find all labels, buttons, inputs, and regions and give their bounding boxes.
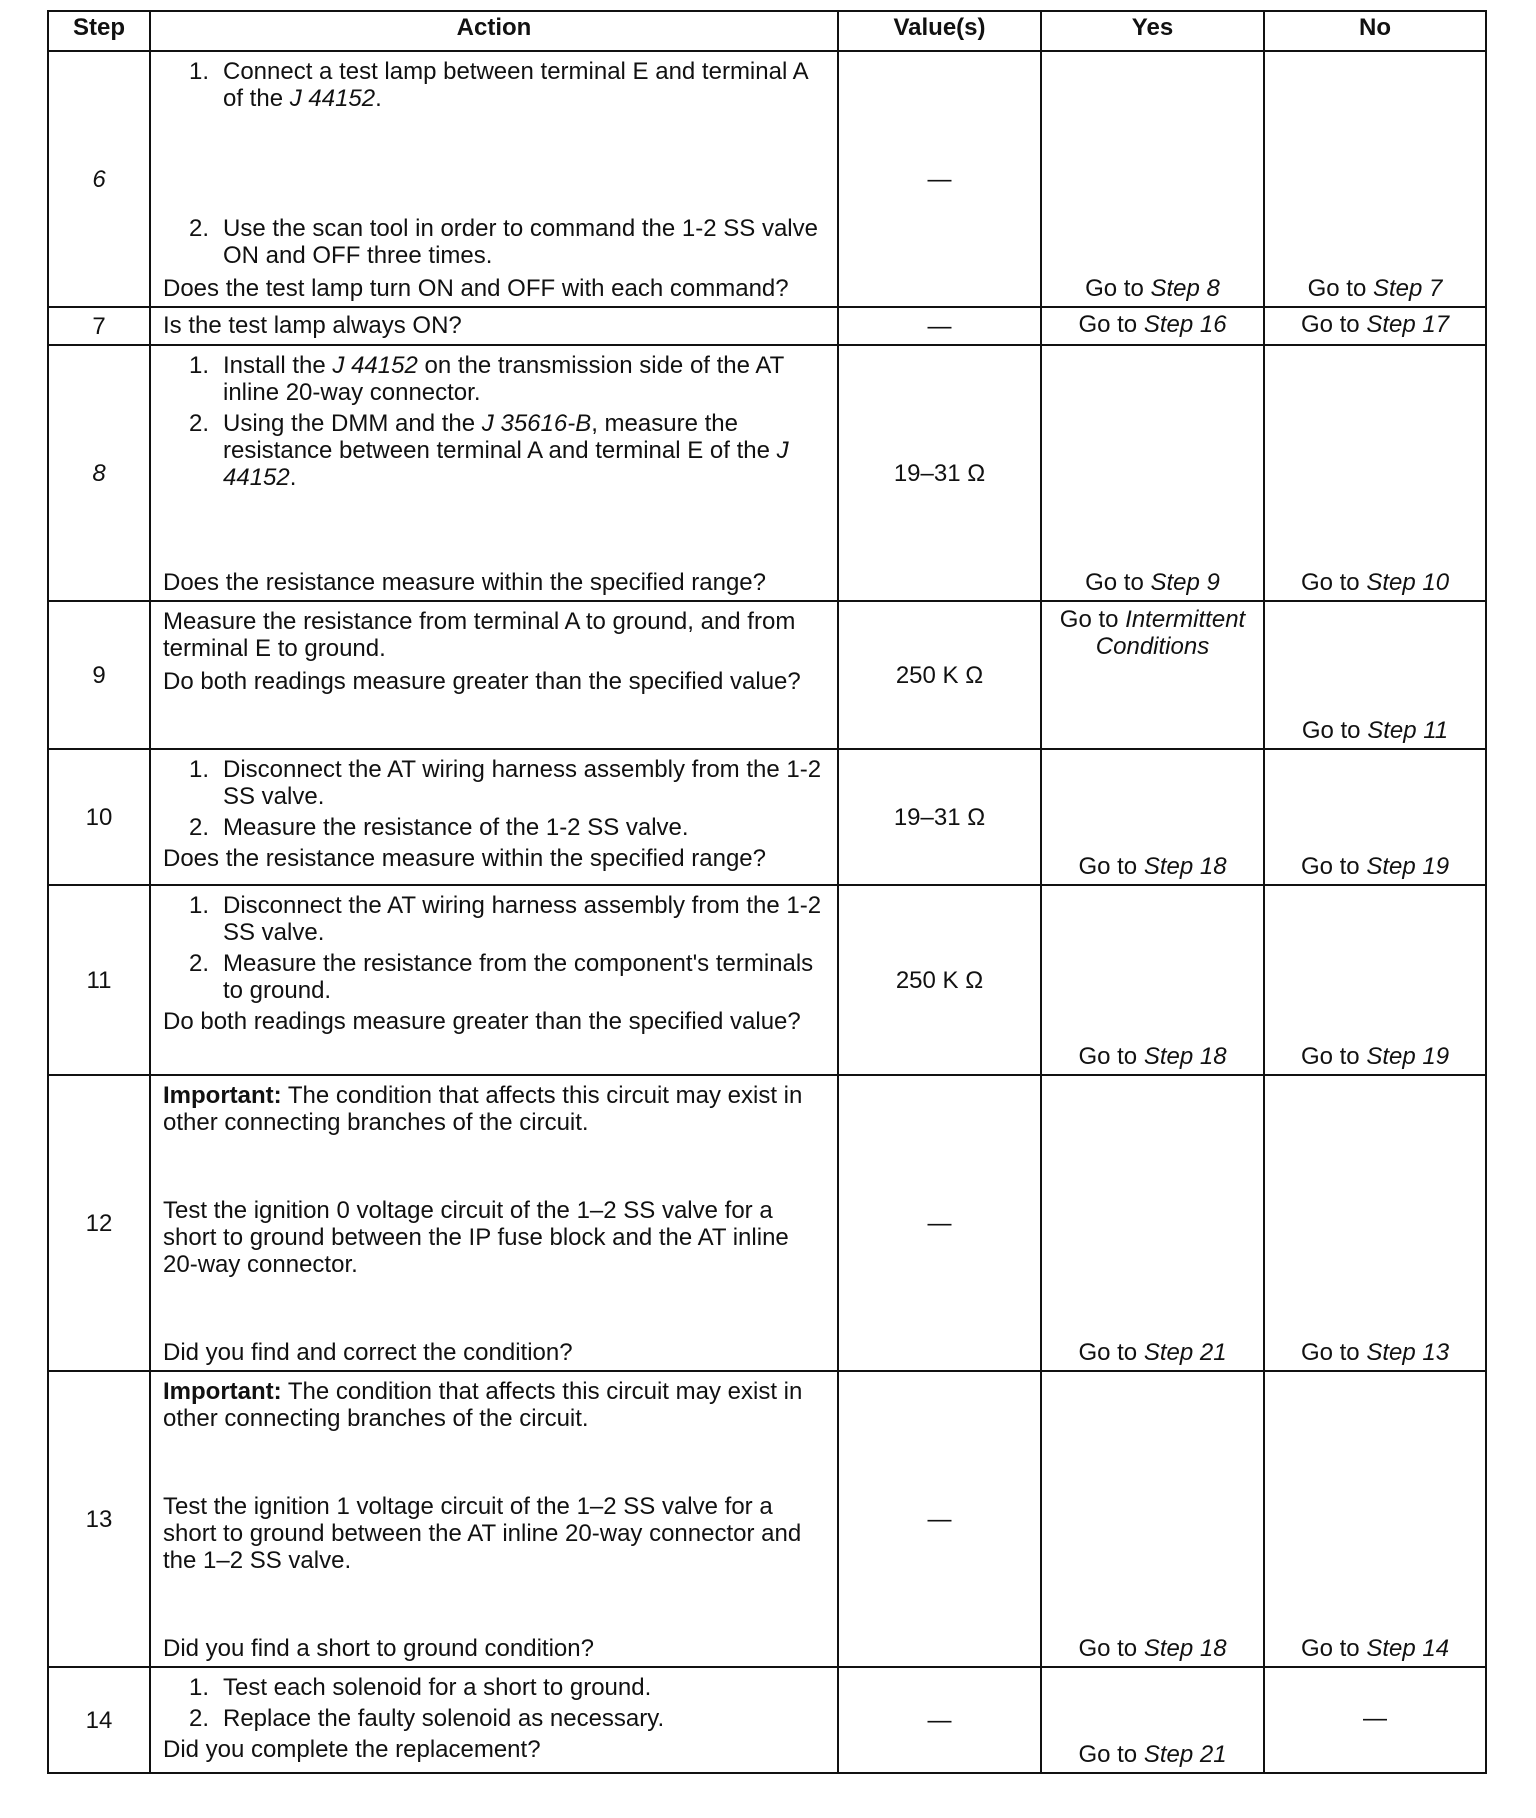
step-number: 9 <box>48 601 150 749</box>
table-row <box>48 307 1486 345</box>
yes-cell: Go to Step 16 <box>1041 307 1264 345</box>
yes-cell: Go to Step 21 <box>1041 1667 1264 1773</box>
header-action: Action <box>150 11 838 51</box>
question-text: Do both readings measure greater than the specified value? <box>163 1008 801 1035</box>
yes-cell: Go to Step 18 <box>1041 885 1264 1075</box>
action-cell <box>150 1075 838 1371</box>
no-cell: Go to Step 10 <box>1264 345 1486 601</box>
action-text: Test the ignition 0 voltage circuit of the 1–2 SS valve for a short to ground between the IP fuse block and the AT inline 20-way connector. <box>163 1197 789 1278</box>
action-cell <box>150 885 838 1075</box>
value-cell: 250 K Ω <box>838 601 1041 749</box>
action-cell <box>150 749 838 885</box>
value-cell: 19–31 Ω <box>838 749 1041 885</box>
table-row <box>48 1667 1486 1773</box>
no-cell: — <box>1264 1667 1486 1773</box>
question-text: Do both readings measure greater than the specified value? <box>163 668 801 695</box>
list-item: 1. Disconnect the AT wiring harness assembly from the 1-2 SS valve. <box>189 892 822 946</box>
step-number: 10 <box>48 749 150 885</box>
action-cell <box>150 601 838 749</box>
action-cell <box>150 1371 838 1667</box>
table-row <box>48 1075 1486 1371</box>
step-number: 7 <box>48 307 150 345</box>
value-cell: 19–31 Ω <box>838 345 1041 601</box>
no-cell: Go to Step 14 <box>1264 1371 1486 1667</box>
list-item: 2. Replace the faulty solenoid as necessary. <box>189 1705 665 1732</box>
table-row <box>48 1371 1486 1667</box>
header-no: No <box>1264 11 1486 51</box>
list-item: 2. Measure the resistance of the 1-2 SS valve. <box>189 814 689 841</box>
no-cell: Go to Step 7 <box>1264 51 1486 307</box>
yes-cell: Go to Step 21 <box>1041 1075 1264 1371</box>
value-cell: — <box>838 51 1041 307</box>
step-number: 6 <box>48 51 150 307</box>
yes-cell: Go to Step 9 <box>1041 345 1264 601</box>
table-row <box>48 601 1486 749</box>
list-item: 1. Test each solenoid for a short to ground. <box>189 1674 652 1701</box>
action-cell <box>150 345 838 601</box>
question-text: Does the resistance measure within the specified range? <box>163 569 766 596</box>
header-values: Value(s) <box>838 11 1041 51</box>
step-number: 8 <box>48 345 150 601</box>
step-number: 12 <box>48 1075 150 1371</box>
no-cell: Go to Step 17 <box>1264 307 1486 345</box>
question-text: Did you find a short to ground condition? <box>163 1635 594 1662</box>
list-item: 1. Disconnect the AT wiring harness assembly from the 1-2 SS valve. <box>189 756 822 810</box>
question-text: Does the resistance measure within the specified range? <box>163 845 766 872</box>
value-cell: — <box>838 1667 1041 1773</box>
value-cell: 250 K Ω <box>838 885 1041 1075</box>
value-cell: — <box>838 1075 1041 1371</box>
no-cell: Go to Step 19 <box>1264 749 1486 885</box>
yes-cell: Go to Intermittent Conditions <box>1041 601 1264 749</box>
value-cell: — <box>838 1371 1041 1667</box>
no-cell: Go to Step 19 <box>1264 885 1486 1075</box>
important-note: Important: The condition that affects this circuit may exist in other connecting branches of the circuit. <box>163 1082 803 1136</box>
step-number: 13 <box>48 1371 150 1667</box>
header-yes: Yes <box>1041 11 1264 51</box>
step-number: 14 <box>48 1667 150 1773</box>
no-cell: Go to Step 11 <box>1264 601 1486 749</box>
yes-cell: Go to Step 18 <box>1041 749 1264 885</box>
header-step: Step <box>48 11 150 51</box>
action-text: Test the ignition 1 voltage circuit of the 1–2 SS valve for a short to ground between the AT inline 20-way connector and the 1–2 SS valve. <box>163 1493 802 1574</box>
action-cell <box>150 1667 838 1773</box>
question-text: Does the test lamp turn ON and OFF with each command? <box>163 275 789 302</box>
important-note: Important: The condition that affects this circuit may exist in other connecting branches of the circuit. <box>163 1378 803 1432</box>
header-row <box>48 11 1486 51</box>
yes-cell: Go to Step 8 <box>1041 51 1264 307</box>
list-item: 2. Use the scan tool in order to command the 1-2 SS valve ON and OFF three times. <box>189 215 818 269</box>
table-row <box>48 345 1486 601</box>
list-item: 2. Using the DMM and the J 35616-B, measure the resistance between terminal A and terminal E of the J 44152. <box>189 410 789 491</box>
question-text: Did you find and correct the condition? <box>163 1339 573 1366</box>
diagnostic-table <box>47 10 1487 1774</box>
value-cell: — <box>838 307 1041 345</box>
table-row <box>48 885 1486 1075</box>
list-item: 1. Install the J 44152 on the transmission side of the AT inline 20-way connector. <box>189 352 784 406</box>
yes-cell: Go to Step 18 <box>1041 1371 1264 1667</box>
question-text: Did you complete the replacement? <box>163 1736 541 1763</box>
action-text: Measure the resistance from terminal A to ground, and from terminal E to ground. <box>163 608 796 662</box>
question-text: Is the test lamp always ON? <box>150 307 838 345</box>
step-number: 11 <box>48 885 150 1075</box>
action-cell <box>150 51 838 307</box>
table-row <box>48 51 1486 307</box>
list-item: 1. Connect a test lamp between terminal E and terminal A of the J 44152. <box>189 58 808 112</box>
table-row <box>48 749 1486 885</box>
list-item: 2. Measure the resistance from the component's terminals to ground. <box>189 950 814 1004</box>
no-cell: Go to Step 13 <box>1264 1075 1486 1371</box>
